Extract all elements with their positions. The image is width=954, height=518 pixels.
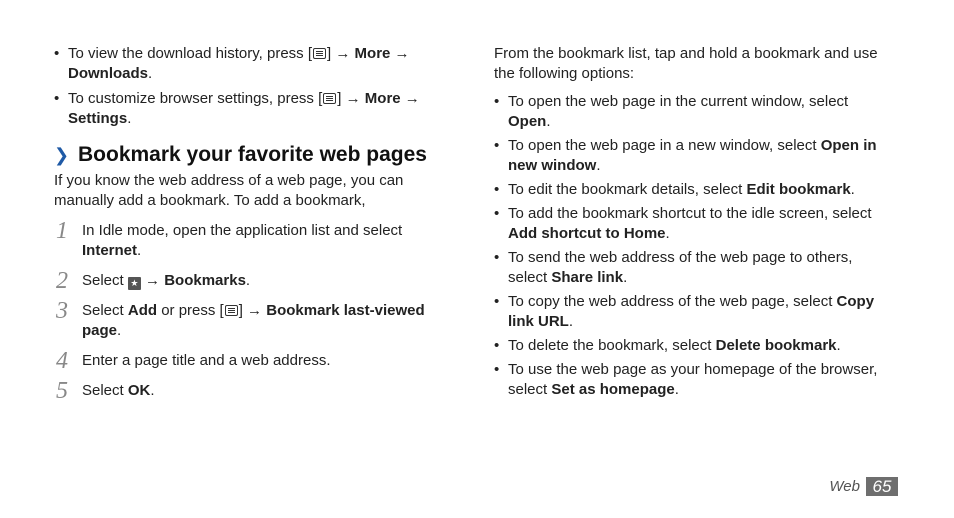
option-text: To open the web page in the current window, select bbox=[508, 93, 849, 110]
step-text: Enter a page title and a web address. bbox=[82, 352, 331, 369]
list-item bbox=[494, 360, 894, 400]
step-item bbox=[54, 298, 444, 341]
chevron-right-icon: ❯ bbox=[54, 144, 70, 165]
list-item bbox=[494, 136, 894, 176]
option-text: To send the web address of the web page to others, select bbox=[508, 249, 853, 286]
downloads-label: Downloads bbox=[68, 65, 149, 82]
bullet-text: To view the download history, press [ bbox=[68, 45, 313, 62]
step-text: Select bbox=[82, 302, 128, 319]
option-text: To use the web page as your homepage of the browser, select bbox=[508, 361, 878, 398]
option-end: . bbox=[836, 337, 841, 354]
left-column bbox=[54, 44, 444, 411]
option-end: . bbox=[665, 225, 670, 242]
bullet-arrow: ] → bbox=[327, 45, 355, 62]
option-end: . bbox=[850, 181, 855, 198]
bullet-arrow: → bbox=[390, 45, 410, 62]
page-number: 65 bbox=[866, 477, 898, 496]
step-text: Select bbox=[82, 272, 128, 289]
list-item bbox=[494, 292, 894, 332]
section-label: Web bbox=[829, 478, 860, 495]
option-end: . bbox=[568, 313, 574, 330]
step-end: . bbox=[150, 382, 155, 399]
menu-key-icon bbox=[225, 305, 238, 316]
section-heading bbox=[54, 143, 444, 167]
options-intro: From the bookmark list, tap and hold a bookmark and use the following options: bbox=[494, 45, 878, 82]
step-arrow: → bbox=[140, 272, 165, 289]
list-item bbox=[54, 89, 444, 129]
option-end: . bbox=[546, 113, 551, 130]
list-item bbox=[494, 92, 894, 132]
option-label: Edit bookmark bbox=[746, 181, 851, 198]
section-intro: If you know the web address of a web page, you can manually add a bookmark. To add a bookmark, bbox=[54, 172, 404, 209]
step-text: In Idle mode, open the application list and select bbox=[82, 222, 403, 239]
option-end: . bbox=[674, 381, 679, 398]
list-item bbox=[494, 336, 894, 356]
option-end: . bbox=[596, 157, 601, 174]
option-label: Open in new window bbox=[508, 137, 877, 174]
list-item bbox=[494, 180, 894, 200]
option-label: Copy link URL bbox=[508, 293, 875, 330]
bookmark-star-icon: ★ bbox=[128, 277, 141, 290]
list-item bbox=[494, 204, 894, 244]
step-end: . bbox=[245, 272, 251, 289]
bullet-end: . bbox=[148, 65, 153, 82]
option-label: Add shortcut to Home bbox=[508, 225, 666, 242]
list-item bbox=[494, 248, 894, 288]
step-arrow: ] → bbox=[238, 302, 267, 319]
option-label: Open bbox=[508, 113, 547, 130]
option-text: To add the bookmark shortcut to the idle screen, select bbox=[508, 205, 872, 222]
list-item bbox=[54, 44, 444, 84]
step-item bbox=[54, 218, 444, 261]
more-label: More bbox=[354, 45, 391, 62]
option-label: Set as homepage bbox=[551, 381, 675, 398]
option-text: To copy the web address of the web page, select bbox=[508, 293, 837, 310]
step-item bbox=[54, 268, 444, 294]
option-text: To delete the bookmark, select bbox=[508, 337, 716, 354]
step-number: 4 bbox=[56, 348, 68, 374]
step-number: 1 bbox=[56, 218, 68, 244]
option-text: To open the web page in a new window, select bbox=[508, 137, 821, 154]
option-text: To edit the bookmark details, select bbox=[508, 181, 747, 198]
bullet-end: . bbox=[127, 110, 132, 127]
menu-key-icon bbox=[323, 93, 336, 104]
options-list bbox=[494, 92, 894, 400]
option-end: . bbox=[623, 269, 628, 286]
internet-label: Internet bbox=[82, 242, 138, 259]
step-item bbox=[54, 378, 444, 404]
step-end: . bbox=[117, 322, 122, 339]
right-column bbox=[494, 44, 894, 404]
bullet-arrow: → bbox=[400, 90, 420, 107]
step-text: Select bbox=[82, 382, 128, 399]
page-footer bbox=[829, 477, 898, 496]
menu-key-icon bbox=[313, 48, 326, 59]
step-number: 5 bbox=[56, 378, 68, 404]
ok-label: OK bbox=[127, 382, 151, 399]
step-end: . bbox=[137, 242, 142, 259]
step-item bbox=[54, 348, 444, 374]
tips-list bbox=[54, 44, 444, 129]
section-title: Bookmark your favorite web pages bbox=[78, 143, 427, 166]
bookmarks-label: Bookmarks bbox=[164, 272, 246, 289]
more-label: More bbox=[364, 90, 401, 107]
step-number: 2 bbox=[56, 268, 68, 294]
step-text: or press [ bbox=[157, 302, 224, 319]
settings-label: Settings bbox=[68, 110, 128, 127]
bullet-text: To customize browser settings, press [ bbox=[68, 90, 323, 107]
bullet-arrow: ] → bbox=[337, 90, 365, 107]
option-label: Share link bbox=[551, 269, 624, 286]
option-label: Delete bookmark bbox=[715, 337, 837, 354]
steps-list bbox=[54, 218, 444, 404]
bookmark-last-viewed-label: Bookmark last-viewed page bbox=[82, 302, 425, 339]
add-label: Add bbox=[127, 302, 158, 319]
step-number: 3 bbox=[56, 298, 68, 324]
